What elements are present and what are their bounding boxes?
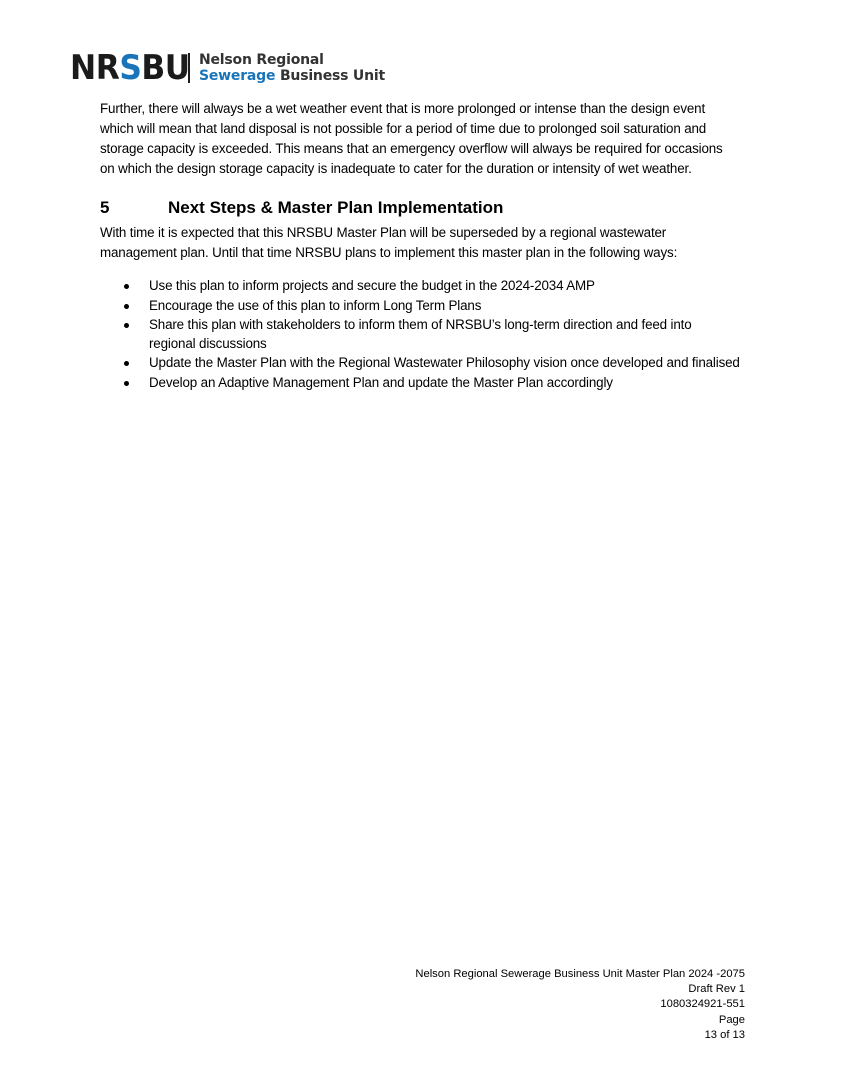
bullet-icon	[124, 361, 129, 366]
logo-org-name	[199, 52, 385, 84]
implementation-list	[100, 277, 740, 392]
list-item	[100, 277, 740, 296]
section-number: 5	[100, 198, 110, 217]
logo-accent-letter: S	[119, 48, 142, 88]
page-footer	[415, 967, 745, 1043]
section-paragraph: With time it is expected that this NRSBU Master Plan will be superseded by a regional wastewater management plan. Until that time NRSBU plans to implement this master plan in the following ways:	[100, 225, 678, 260]
intro-paragraph: Further, there will always be a wet weather event that is more prolonged or intense than the design event which will mean that land disposal is not possible for a period of time due to prolonged soil saturation and storage capacity is exceeded. This means that an emergency overflow will always be required for occasions on which the design storage capacity is inadequate to cater for the duration or intensity of wet weather.	[100, 101, 723, 176]
footer-document-title: Nelson Regional Sewerage Business Unit Master Plan 2024 -2075	[415, 968, 745, 980]
list-item	[100, 297, 740, 316]
logo-wordmark	[70, 48, 190, 88]
nrsbu-logo	[70, 48, 385, 88]
section-title: Next Steps & Master Plan Implementation	[168, 198, 504, 217]
footer-page-label: Page	[718, 1013, 745, 1026]
bullet-icon	[124, 381, 129, 386]
list-item-text: Develop an Adaptive Management Plan and update the Master Plan accordingly	[149, 374, 613, 390]
list-item	[100, 374, 740, 393]
section-heading	[100, 196, 740, 220]
bullet-icon	[124, 304, 129, 309]
footer-document-id: 1080324921-551	[660, 998, 745, 1011]
list-item	[100, 354, 740, 373]
logo-prefix: NR	[70, 48, 120, 88]
bullet-icon	[124, 284, 129, 289]
footer-revision: Draft Rev 1	[688, 983, 745, 996]
logo-suffix: BU	[141, 48, 190, 88]
list-item-text: Encourage the use of this plan to inform Long Term Plans	[149, 297, 482, 313]
logo-org-line2	[199, 68, 385, 84]
bullet-icon	[124, 323, 129, 328]
list-item-text: Share this plan with stakeholders to inform them of NRSBU’s long-term direction and feed into regional discussions	[149, 317, 692, 351]
main-content	[100, 99, 740, 393]
list-item-text: Use this plan to inform projects and secure the budget in the 2024-2034 AMP	[149, 278, 595, 293]
footer-page-number: 13 of 13	[704, 1028, 745, 1041]
logo-org-line2-accent: Sewerage	[199, 68, 276, 84]
logo-org-line2-rest: Business Unit	[275, 68, 385, 84]
list-item-text: Update the Master Plan with the Regional Wastewater Philosophy vision once developed and finalised	[149, 355, 740, 370]
logo-org-line1: Nelson Regional	[199, 52, 324, 68]
list-item	[100, 316, 740, 353]
